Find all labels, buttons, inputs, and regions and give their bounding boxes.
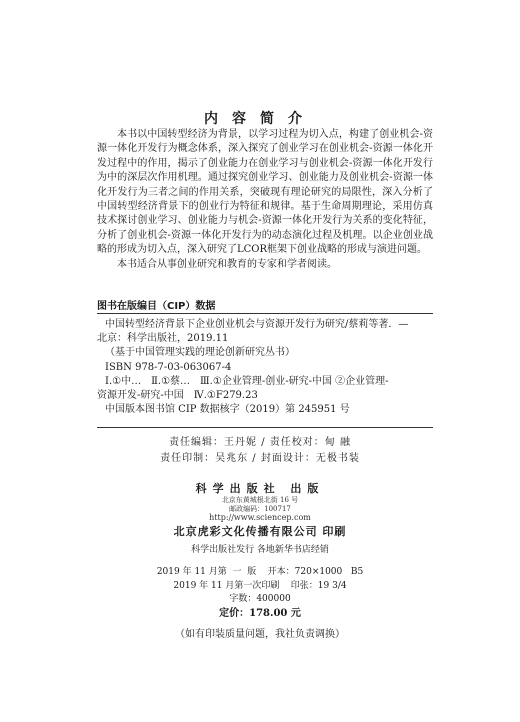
edition-line: 2019 年 11 月第 一 版 开本：720×1000 B5 — [156, 567, 364, 577]
price: 定价：178.00 元 — [219, 608, 301, 619]
cip-line: Ⅰ.①中… Ⅱ.①蔡… Ⅲ.①企业管理-创业-研究-中国 ②企业管理- — [105, 375, 389, 387]
cip-line: 资源开发-研究-中国 Ⅳ.①F279.23 — [97, 390, 258, 402]
distribution-line: 科学出版社发行 各地新华书店经销 — [191, 545, 329, 555]
cip-line: 北京：科学出版社，2019.11 — [97, 333, 229, 345]
abstract-paragraph: 本书适合从事创业研究和教育的专家和学者阅读。 — [117, 258, 337, 270]
publisher-url: http://www.sciencep.com — [209, 513, 311, 522]
editor-credits: 责任编辑：王丹妮 / 责任校对：甸 融 — [169, 437, 351, 448]
printing-line: 2019 年 11 月第一次印刷 印张：19 3/4 — [173, 581, 347, 591]
publisher-address: 北京东黄城根北街 16 号 — [221, 496, 299, 504]
cip-line: ISBN 978-7-03-063067-4 — [105, 361, 232, 373]
printer-name: 北京虎彩文化传播有限公司 印刷 — [173, 525, 347, 538]
cip-data — [97, 318, 433, 417]
cip-line: （基于中国管理实践的理论创新研究丛书） — [105, 347, 295, 359]
printing-credits: 责任印制：吴兆东 / 封面设计：无极书装 — [160, 453, 360, 464]
publisher-postcode: 邮政编码：100717 — [229, 505, 291, 513]
cip-line: 中国转型经济背景下企业创业机会与资源开发行为研究/蔡莉等著．— — [105, 319, 409, 330]
quality-note: （如有印装质量问题，我社负责调换） — [175, 629, 345, 640]
divider — [97, 313, 433, 314]
cip-line: 中国版本图书馆 CIP 数据核字（2019）第 245951 号 — [105, 404, 350, 416]
abstract-paragraph: 本书以中国转型经济为背景，以学习过程为切入点，构建了创业机会-资源一体化开发行为概念体系，深入探究了创业学习在创业机会-资源一体化开发过程中的作用，揭示了创业能力在创业学习与创业机会-资源一体化开发行为中的深层次作用机理。通过探究创业学习、创业能力及创业机会-资源一体化开发行为三者之间的作用关系，突破现有理论研究的局限性，深入分析了中国转型经济背景下的创业行为特征和规律。基于生命周期理论，采用仿真技术探讨创业学习、创业能力与机会-资源一体化开发行为关系的变化特征，分析了创业机会-资源一体化开发行为的动态演化过程及机理。以企业创业战略的形成为切入点，深入研究了LCOR框架下创业战略的形成与演进问题。 — [97, 129, 433, 256]
word-count: 字数：400000 — [229, 594, 291, 604]
abstract-body — [97, 128, 433, 272]
divider — [97, 427, 433, 428]
publisher-name: 科学出版社 出版 — [195, 482, 325, 495]
cip-heading: 图书在版编目（CIP）数据 — [97, 301, 216, 312]
abstract-title: 内容简介 — [204, 111, 316, 127]
